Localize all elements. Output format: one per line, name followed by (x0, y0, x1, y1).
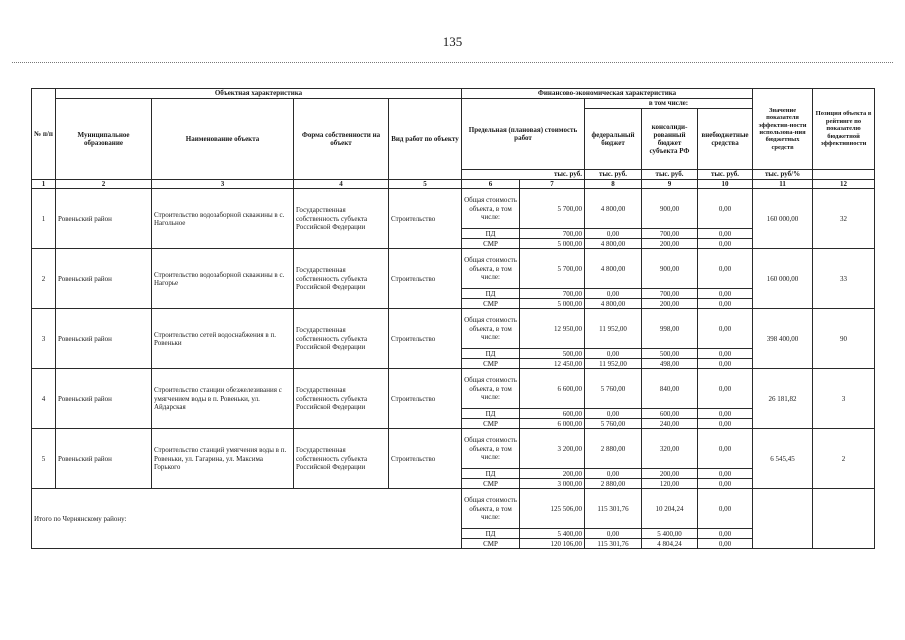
work-type-cell: Строительство (389, 309, 462, 369)
consolidated-value: 500,00 (642, 349, 698, 359)
cost-line-label: СМР (462, 299, 520, 309)
extrabudget-value: 0,00 (698, 349, 753, 359)
col-number: 3 (152, 180, 294, 189)
page-number: 135 (442, 34, 463, 49)
cost-line-label: ПД (462, 289, 520, 299)
extrabudget-value: 0,00 (698, 309, 753, 349)
cost-line-label: СМР (462, 359, 520, 369)
cost-line-label: СМР (462, 419, 520, 429)
cost-line-label: ПД (462, 469, 520, 479)
cost-value: 6 600,00 (520, 369, 585, 409)
total-federal-value: 115 301,76 (585, 489, 642, 529)
object-name-cell: Строительство станций умягчения воды в п. Ровеньки, ул. Гагарина, ул. Максима Горького (152, 429, 294, 489)
unit-cons: тыс. руб. (642, 170, 698, 180)
including-header: в том числе: (585, 99, 753, 109)
cost-value: 6 000,00 (520, 419, 585, 429)
consolidated-value: 498,00 (642, 359, 698, 369)
total-extrabudget-value: 0,00 (698, 489, 753, 529)
total-federal-value: 0,00 (585, 529, 642, 539)
total-federal-value: 115 301,76 (585, 539, 642, 549)
ownership-cell: Государственная собственность субъекта Российской Федерации (294, 369, 389, 429)
row-number: 3 (32, 309, 56, 369)
ownership-cell: Государственная собственность субъекта Российской Федерации (294, 309, 389, 369)
col-number: 5 (389, 180, 462, 189)
cost-value: 3 000,00 (520, 479, 585, 489)
total-cost-value: 120 106,00 (520, 539, 585, 549)
consolidated-header: консолиди-рованный бюджет субъекта РФ (642, 109, 698, 170)
table-row (32, 249, 875, 289)
investment-table (31, 88, 875, 549)
group-object-header: Объектная характеристика (56, 89, 462, 99)
extrabudget-value: 0,00 (698, 359, 753, 369)
cost-value: 12 950,00 (520, 309, 585, 349)
row-number: 5 (32, 429, 56, 489)
object-name-cell: Строительство водозаборной скважины в с. Нагорье (152, 249, 294, 309)
federal-value: 4 800,00 (585, 249, 642, 289)
col-number: 8 (585, 180, 642, 189)
rating-header: Позиция объекта в рейтинге по показателю бюджетной эффективности (813, 89, 875, 170)
cost-value: 500,00 (520, 349, 585, 359)
col-number: 2 (56, 180, 152, 189)
total-label: Итого по Чернянскому району: (32, 489, 462, 549)
consolidated-value: 200,00 (642, 299, 698, 309)
row-number: 4 (32, 369, 56, 429)
efficiency-value: 26 181,82 (753, 369, 813, 429)
extrabudget-value: 0,00 (698, 189, 753, 229)
cost-value: 5 700,00 (520, 189, 585, 229)
consolidated-value: 900,00 (642, 249, 698, 289)
rating-value: 32 (813, 189, 875, 249)
federal-value: 4 800,00 (585, 299, 642, 309)
federal-value: 0,00 (585, 229, 642, 239)
federal-value: 11 952,00 (585, 359, 642, 369)
object-name-cell: Строительство сетей водоснабжения в п. Ровеньки (152, 309, 294, 369)
federal-value: 0,00 (585, 409, 642, 419)
total-cost-value: 5 400,00 (520, 529, 585, 539)
total-row (32, 489, 875, 529)
cost-value: 5 700,00 (520, 249, 585, 289)
work-type-cell: Строительство (389, 369, 462, 429)
federal-value: 0,00 (585, 469, 642, 479)
table-row (32, 189, 875, 229)
consolidated-value: 600,00 (642, 409, 698, 419)
consolidated-value: 700,00 (642, 289, 698, 299)
extrabudget-value: 0,00 (698, 409, 753, 419)
object-name-header: Наименование объекта (152, 99, 294, 180)
table-row (32, 309, 875, 349)
total-extrabudget-value: 0,00 (698, 529, 753, 539)
row-number: 2 (32, 249, 56, 309)
col-number: 9 (642, 180, 698, 189)
cost-value: 700,00 (520, 289, 585, 299)
col-number: 12 (813, 180, 875, 189)
ownership-header: Форма собственности на объект (294, 99, 389, 180)
federal-value: 4 800,00 (585, 239, 642, 249)
cost-header: Предельная (плановая) стоимость работ (462, 99, 585, 170)
rating-value: 33 (813, 249, 875, 309)
unit-extra: тыс. руб. (698, 170, 753, 180)
extrabudget-value: 0,00 (698, 419, 753, 429)
extrabudget-value: 0,00 (698, 289, 753, 299)
federal-value: 0,00 (585, 349, 642, 359)
efficiency-value: 160 000,00 (753, 249, 813, 309)
federal-value: 4 800,00 (585, 189, 642, 229)
cost-value: 200,00 (520, 469, 585, 479)
total-consolidated-value: 5 400,00 (642, 529, 698, 539)
efficiency-value: 6 545,45 (753, 429, 813, 489)
extrabudget-header: внебюджетные средства (698, 109, 753, 170)
extrabudget-value: 0,00 (698, 249, 753, 289)
consolidated-value: 700,00 (642, 229, 698, 239)
federal-value: 2 880,00 (585, 429, 642, 469)
work-type-cell: Строительство (389, 429, 462, 489)
total-rating-empty (813, 489, 875, 549)
ownership-cell: Государственная собственность субъекта Российской Федерации (294, 429, 389, 489)
col-num-header: № п/п (32, 89, 56, 180)
work-type-cell: Строительство (389, 249, 462, 309)
extrabudget-value: 0,00 (698, 299, 753, 309)
rating-value: 2 (813, 429, 875, 489)
total-extrabudget-value: 0,00 (698, 539, 753, 549)
federal-value: 0,00 (585, 289, 642, 299)
municipality-cell: Ровеньский район (56, 309, 152, 369)
extrabudget-value: 0,00 (698, 229, 753, 239)
unit-rating-empty (813, 170, 875, 180)
federal-value: 2 880,00 (585, 479, 642, 489)
unit-cost: тыс. руб. (462, 170, 585, 180)
object-name-cell: Строительство водозаборной скважины в с. Нагольное (152, 189, 294, 249)
total-efficiency-empty (753, 489, 813, 549)
federal-value: 5 760,00 (585, 369, 642, 409)
total-line-label: ПД (462, 529, 520, 539)
work-type-header: Вид работ по объекту (389, 99, 462, 180)
cost-line-label: Общая стоимость объекта, в том числе: (462, 249, 520, 289)
cost-value: 12 450,00 (520, 359, 585, 369)
municipality-cell: Ровеньский район (56, 249, 152, 309)
total-consolidated-value: 4 804,24 (642, 539, 698, 549)
group-finance-header: Финансово-экономическая характеристика (462, 89, 753, 99)
cost-value: 5 000,00 (520, 299, 585, 309)
cost-line-label: ПД (462, 349, 520, 359)
municipality-cell: Ровеньский район (56, 429, 152, 489)
col-number: 7 (520, 180, 585, 189)
col-number: 1 (32, 180, 56, 189)
municipality-header: Муниципальное образование (56, 99, 152, 180)
cost-line-label: ПД (462, 409, 520, 419)
cost-value: 5 000,00 (520, 239, 585, 249)
unit-eff: тыс. руб/% (753, 170, 813, 180)
cost-value: 600,00 (520, 409, 585, 419)
consolidated-value: 200,00 (642, 469, 698, 479)
extrabudget-value: 0,00 (698, 369, 753, 409)
cost-line-label: Общая стоимость объекта, в том числе: (462, 189, 520, 229)
municipality-cell: Ровеньский район (56, 369, 152, 429)
col-number: 4 (294, 180, 389, 189)
consolidated-value: 200,00 (642, 239, 698, 249)
extrabudget-value: 0,00 (698, 479, 753, 489)
cost-value: 3 200,00 (520, 429, 585, 469)
unit-fed: тыс. руб. (585, 170, 642, 180)
consolidated-value: 998,00 (642, 309, 698, 349)
cost-line-label: Общая стоимость объекта, в том числе: (462, 369, 520, 409)
total-consolidated-value: 10 204,24 (642, 489, 698, 529)
cost-line-label: Общая стоимость объекта, в том числе: (462, 309, 520, 349)
consolidated-value: 320,00 (642, 429, 698, 469)
table-row (32, 429, 875, 469)
efficiency-value: 160 000,00 (753, 189, 813, 249)
cost-line-label: СМР (462, 479, 520, 489)
efficiency-header: Значение показателя эффектив-ности использова-ния бюджетных средств (753, 89, 813, 170)
rating-value: 90 (813, 309, 875, 369)
cost-line-label: ПД (462, 229, 520, 239)
extrabudget-value: 0,00 (698, 239, 753, 249)
consolidated-value: 240,00 (642, 419, 698, 429)
total-cost-value: 125 506,00 (520, 489, 585, 529)
table-row (32, 369, 875, 409)
federal-header: федеральный бюджет (585, 109, 642, 170)
object-name-cell: Строительство станции обезжелезивания с умягчением воды в п. Ровеньки, ул. Айдарская (152, 369, 294, 429)
extrabudget-value: 0,00 (698, 429, 753, 469)
ownership-cell: Государственная собственность субъекта Российской Федерации (294, 249, 389, 309)
cost-line-label: СМР (462, 239, 520, 249)
column-numbers-row (32, 180, 875, 189)
cost-value: 700,00 (520, 229, 585, 239)
total-line-label: СМР (462, 539, 520, 549)
col-number: 11 (753, 180, 813, 189)
municipality-cell: Ровеньский район (56, 189, 152, 249)
extrabudget-value: 0,00 (698, 469, 753, 479)
col-number: 10 (698, 180, 753, 189)
work-type-cell: Строительство (389, 189, 462, 249)
federal-value: 5 760,00 (585, 419, 642, 429)
efficiency-value: 398 400,00 (753, 309, 813, 369)
total-line-label: Общая стоимость объекта, в том числе: (462, 489, 520, 529)
federal-value: 11 952,00 (585, 309, 642, 349)
consolidated-value: 120,00 (642, 479, 698, 489)
consolidated-value: 900,00 (642, 189, 698, 229)
dotted-divider (12, 62, 893, 63)
row-number: 1 (32, 189, 56, 249)
cost-line-label: Общая стоимость объекта, в том числе: (462, 429, 520, 469)
consolidated-value: 840,00 (642, 369, 698, 409)
ownership-cell: Государственная собственность субъекта Российской Федерации (294, 189, 389, 249)
col-number: 6 (462, 180, 520, 189)
rating-value: 3 (813, 369, 875, 429)
